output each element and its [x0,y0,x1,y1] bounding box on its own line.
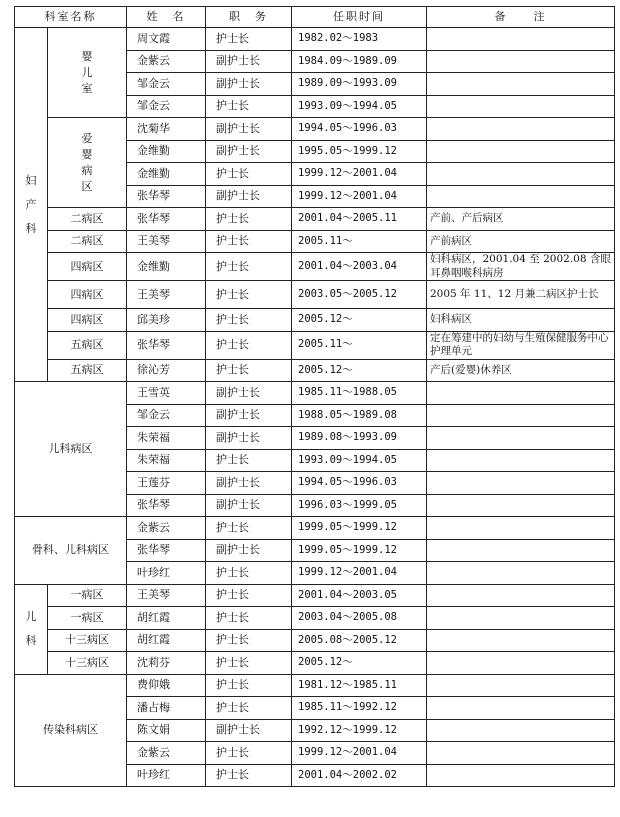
dept-ortho-pediatric-ward: 骨科、儿科病区 [15,517,127,585]
cell-note [427,697,615,720]
cell-position: 护士长 [206,449,292,472]
cell-note: 妇科病区，2001.04 至 2002.08 含眼耳鼻咽喉科病房 [427,253,615,281]
cell-name: 沈莉芬 [127,652,206,675]
cell-dept: 一病区 [48,584,127,607]
cell-name: 金维勤 [127,253,206,281]
cell-position: 护士长 [206,163,292,186]
cell-dept: 五病区 [48,331,127,359]
cell-term: 2003.05～2005.12 [292,281,427,309]
cell-position: 护士长 [206,28,292,51]
cell-name: 张华琴 [127,208,206,231]
header-row [15,7,615,28]
cell-term: 1985.11～1988.05 [292,382,427,405]
cell-position: 护士长 [206,281,292,309]
cell-dept: 二病区 [48,230,127,253]
cell-note [427,118,615,141]
cell-name: 金紫云 [127,50,206,73]
cell-term: 1999.12～2001.04 [292,185,427,208]
cell-name: 潘占梅 [127,697,206,720]
cell-note [427,185,615,208]
cell-name: 王美琴 [127,230,206,253]
cell-note [427,719,615,742]
head-nurse-roster-table [14,6,615,787]
cell-note [427,95,615,118]
cell-note [427,449,615,472]
cell-name: 周文霞 [127,28,206,51]
cell-name: 沈菊华 [127,118,206,141]
cell-position: 护士长 [206,674,292,697]
cell-note: 产前病区 [427,230,615,253]
cell-term: 2005.12～ [292,652,427,675]
cell-name: 张华琴 [127,494,206,517]
cell-name: 叶珍红 [127,764,206,787]
cell-note [427,28,615,51]
cell-name: 邹金云 [127,404,206,427]
table-row [15,253,615,281]
cell-position: 护士长 [206,629,292,652]
cell-note: 定在筹建中的妇幼与生殖保健服务中心护理单元 [427,331,615,359]
table-row [15,28,615,51]
cell-term: 2001.04～2003.04 [292,253,427,281]
cell-position: 副护士长 [206,427,292,450]
header-position: 职 务 [206,7,292,28]
cell-note: 2005 年 11、12 月兼二病区护士长 [427,281,615,309]
cell-name: 王美琴 [127,584,206,607]
cell-term: 2005.12～ [292,359,427,382]
cell-term: 1999.12～2001.04 [292,742,427,765]
cell-position: 副护士长 [206,472,292,495]
cell-name: 胡红霞 [127,607,206,630]
cell-dept: 二病区 [48,208,127,231]
cell-note [427,652,615,675]
table-row [15,208,615,231]
cell-term: 1982.02～1983 [292,28,427,51]
cell-term: 2001.04～2003.05 [292,584,427,607]
cell-dept: 十三病区 [48,652,127,675]
dept-nursery: 婴儿室 [48,28,127,118]
cell-note: 产后(爱婴)休养区 [427,359,615,382]
cell-position: 副护士长 [206,404,292,427]
cell-note [427,427,615,450]
cell-dept: 四病区 [48,281,127,309]
table-row [15,629,615,652]
cell-dept: 一病区 [48,607,127,630]
cell-name: 张华琴 [127,539,206,562]
cell-name: 金紫云 [127,517,206,540]
cell-name: 陈文娟 [127,719,206,742]
table-row [15,674,615,697]
cell-note [427,607,615,630]
cell-note [427,539,615,562]
cell-term: 1992.12～1999.12 [292,719,427,742]
header-name: 姓 名 [127,7,206,28]
cell-name: 王雪英 [127,382,206,405]
cell-note [427,163,615,186]
cell-note [427,674,615,697]
cell-name: 王美琴 [127,281,206,309]
cell-term: 1993.09～1994.05 [292,449,427,472]
cell-position: 护士长 [206,517,292,540]
cell-position: 护士长 [206,584,292,607]
cell-position: 副护士长 [206,539,292,562]
dept-baby-friendly-ward: 爱婴病区 [48,118,127,208]
cell-name: 叶珍红 [127,562,206,585]
cell-dept: 四病区 [48,253,127,281]
header-term: 任职时间 [292,7,427,28]
cell-dept: 五病区 [48,359,127,382]
cell-note [427,764,615,787]
table-row [15,281,615,309]
cell-term: 1985.11～1992.12 [292,697,427,720]
cell-position: 护士长 [206,742,292,765]
cell-term: 1995.05～1999.12 [292,140,427,163]
cell-name: 费仰娥 [127,674,206,697]
header-note: 备 注 [427,7,615,28]
table-row [15,652,615,675]
cell-position: 副护士长 [206,382,292,405]
cell-position: 护士长 [206,95,292,118]
cell-term: 1984.09～1989.09 [292,50,427,73]
cell-term: 1999.05～1999.12 [292,517,427,540]
cell-name: 邹金云 [127,95,206,118]
cell-name: 张华琴 [127,331,206,359]
cell-note: 产前、产后病区 [427,208,615,231]
cell-note [427,517,615,540]
cell-position: 护士长 [206,607,292,630]
cell-position: 副护士长 [206,73,292,96]
cell-note [427,472,615,495]
cell-position: 护士长 [206,331,292,359]
group-obstetrics: 妇产科 [15,28,48,382]
cell-term: 1988.05～1989.08 [292,404,427,427]
table-row [15,359,615,382]
cell-position: 护士长 [206,359,292,382]
cell-term: 2005.11～ [292,230,427,253]
cell-note [427,742,615,765]
cell-note: 妇科病区 [427,309,615,332]
cell-term: 1994.05～1996.03 [292,472,427,495]
cell-position: 副护士长 [206,118,292,141]
cell-term: 2005.12～ [292,309,427,332]
cell-note [427,584,615,607]
cell-position: 护士长 [206,230,292,253]
table-row [15,118,615,141]
cell-note [427,73,615,96]
cell-term: 1989.08～1993.09 [292,427,427,450]
cell-term: 2005.11～ [292,331,427,359]
cell-name: 邹金云 [127,73,206,96]
cell-note [427,494,615,517]
dept-infectious-ward: 传染科病区 [15,674,127,787]
cell-term: 1994.05～1996.03 [292,118,427,141]
cell-term: 1999.12～2001.04 [292,562,427,585]
cell-term: 2005.08～2005.12 [292,629,427,652]
cell-name: 朱荣福 [127,427,206,450]
header-dept: 科室名称 [15,7,127,28]
cell-term: 1999.12～2001.04 [292,163,427,186]
cell-term: 1996.03～1999.05 [292,494,427,517]
cell-term: 2003.04～2005.08 [292,607,427,630]
table-row [15,331,615,359]
cell-name: 张华琴 [127,185,206,208]
cell-name: 朱荣福 [127,449,206,472]
group-pediatrics: 儿科 [15,584,48,674]
cell-note [427,382,615,405]
table-row [15,382,615,405]
cell-name: 邱美珍 [127,309,206,332]
cell-position: 副护士长 [206,494,292,517]
cell-dept: 十三病区 [48,629,127,652]
cell-position: 护士长 [206,562,292,585]
cell-name: 金紫云 [127,742,206,765]
cell-term: 1999.05～1999.12 [292,539,427,562]
cell-dept: 四病区 [48,309,127,332]
cell-note [427,562,615,585]
table-row [15,584,615,607]
dept-pediatric-ward: 儿科病区 [15,382,127,517]
cell-position: 护士长 [206,253,292,281]
cell-position: 护士长 [206,764,292,787]
table-row [15,230,615,253]
table-row [15,309,615,332]
table-row [15,607,615,630]
cell-name: 金维勤 [127,140,206,163]
cell-note [427,50,615,73]
cell-position: 护士长 [206,309,292,332]
cell-name: 王莲芬 [127,472,206,495]
cell-note [427,404,615,427]
cell-term: 2001.04～2005.11 [292,208,427,231]
cell-term: 1989.09～1993.09 [292,73,427,96]
cell-term: 1981.12～1985.11 [292,674,427,697]
cell-name: 胡红霞 [127,629,206,652]
cell-term: 1993.09～1994.05 [292,95,427,118]
cell-position: 护士长 [206,697,292,720]
cell-position: 副护士长 [206,140,292,163]
cell-note [427,140,615,163]
cell-position: 副护士长 [206,50,292,73]
cell-term: 2001.04～2002.02 [292,764,427,787]
cell-name: 金维勤 [127,163,206,186]
table-row [15,517,615,540]
cell-position: 护士长 [206,208,292,231]
cell-position: 副护士长 [206,185,292,208]
cell-position: 护士长 [206,652,292,675]
cell-note [427,629,615,652]
cell-position: 副护士长 [206,719,292,742]
cell-name: 徐沁芳 [127,359,206,382]
